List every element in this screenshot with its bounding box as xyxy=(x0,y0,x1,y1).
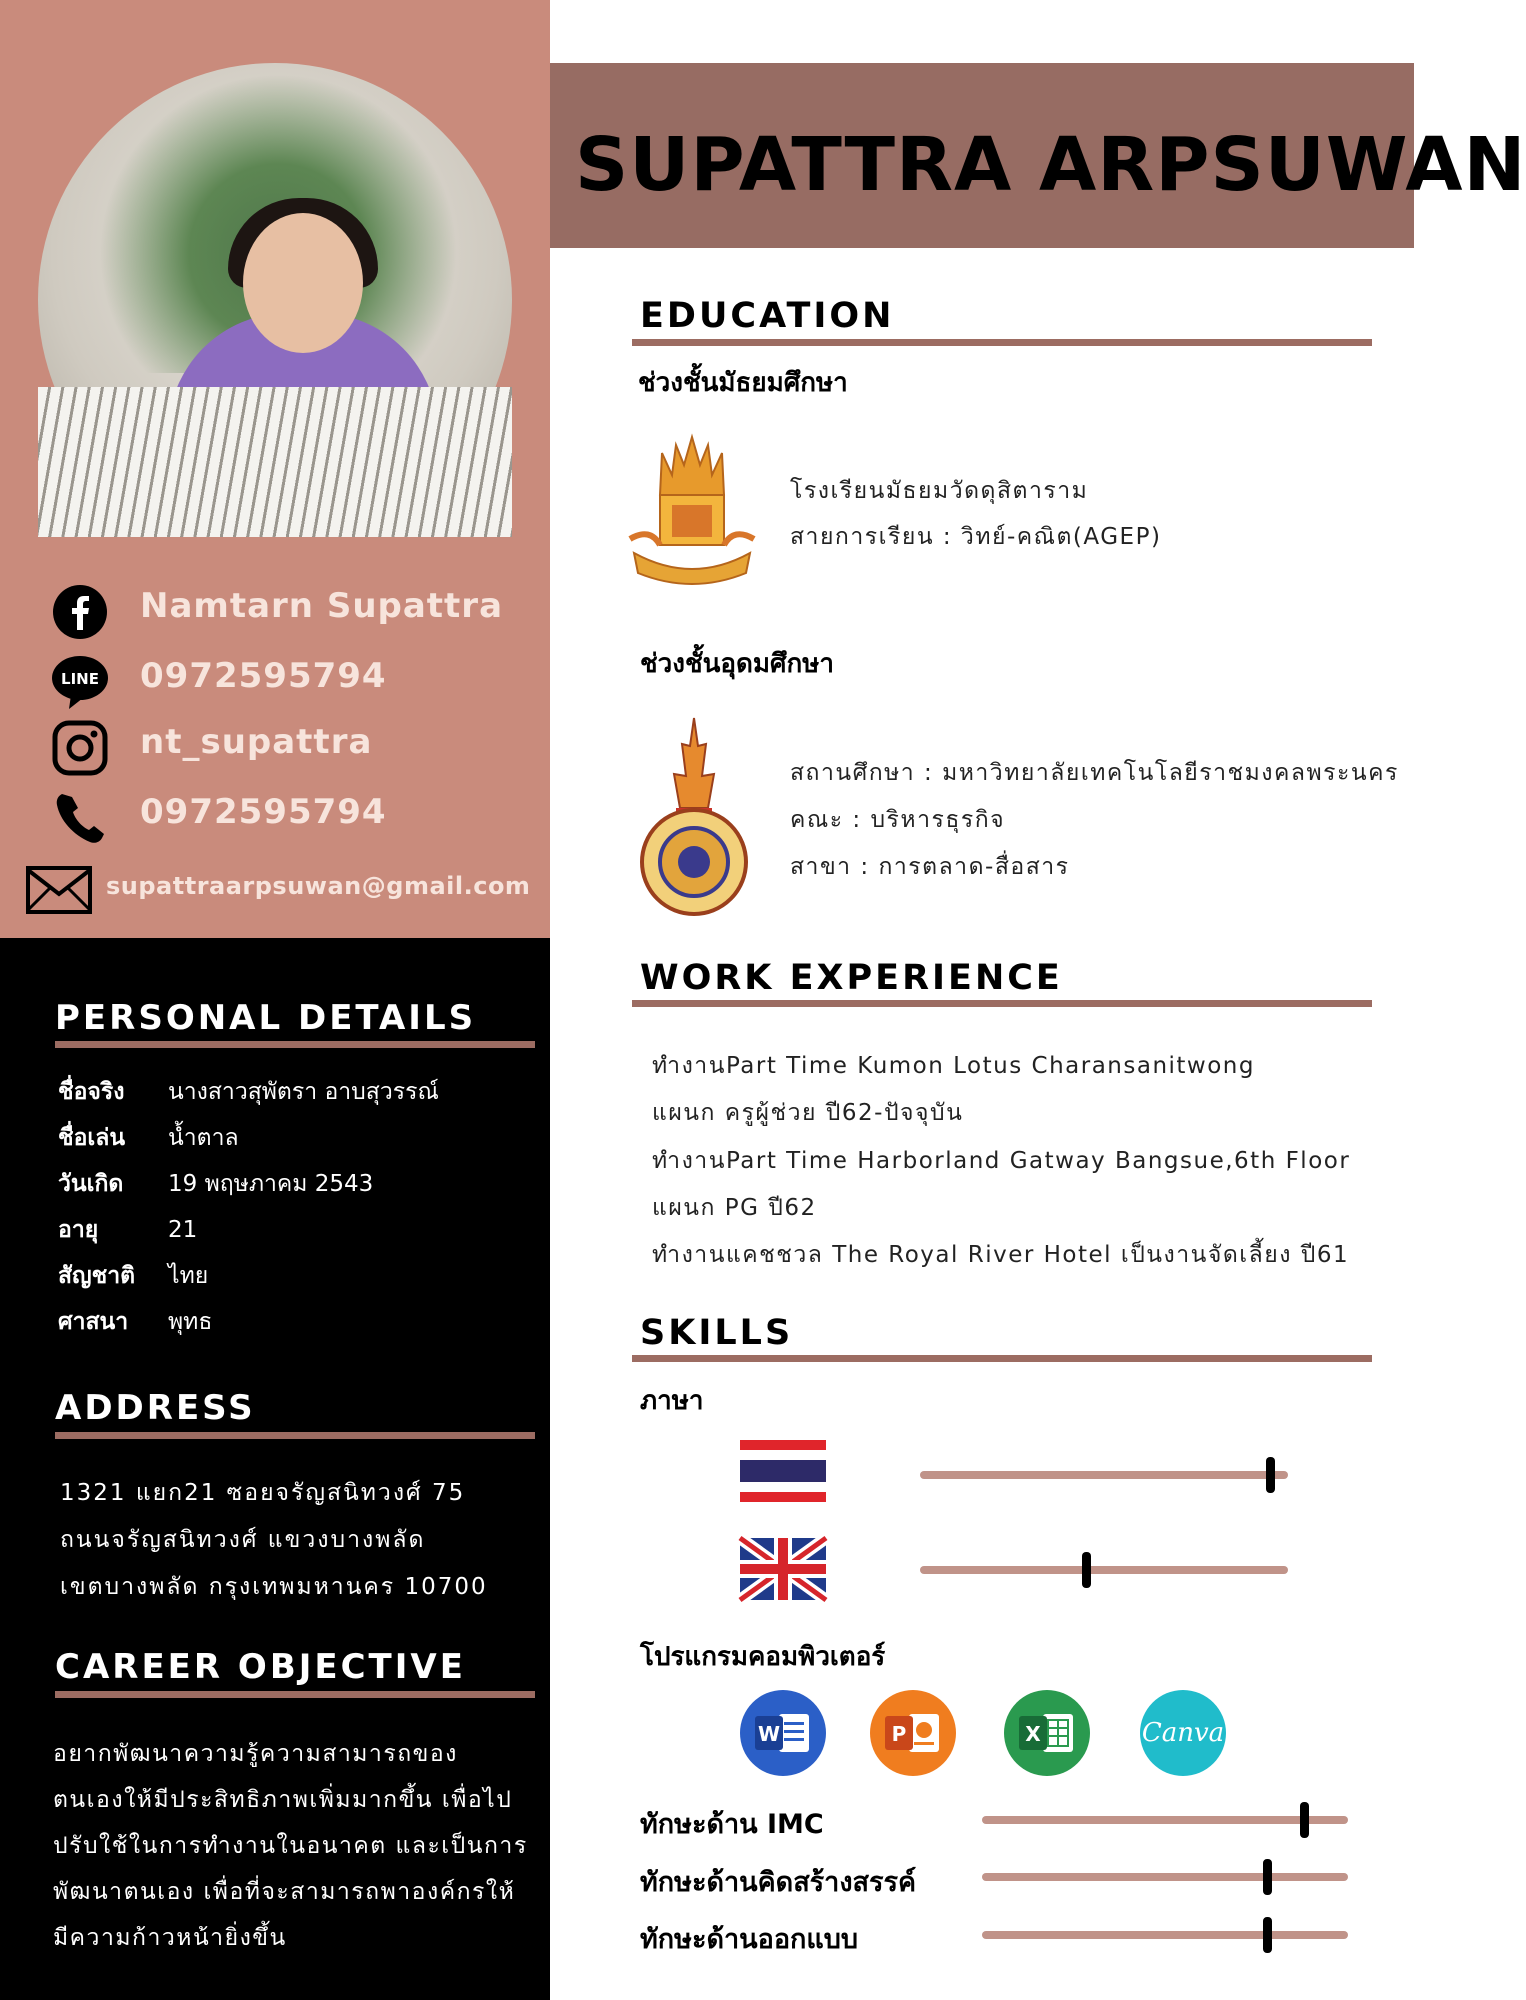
phone-number: 0972595794 xyxy=(140,792,387,832)
work-line: แผนก PG ปี62 xyxy=(652,1195,817,1221)
personal-value: 19 พฤษภาคม 2543 xyxy=(168,1171,374,1197)
email-address: supattraarpsuwan@gmail.com xyxy=(106,872,531,900)
major: สาขา : การตลาด-สื่อสาร xyxy=(790,854,1070,880)
contact-facebook xyxy=(0,578,550,638)
instagram-handle: nt_supattra xyxy=(140,722,373,762)
powerpoint-icon xyxy=(870,1690,956,1776)
language-level-marker xyxy=(1082,1552,1091,1588)
language-bar-track xyxy=(920,1566,1288,1574)
personal-row xyxy=(58,1120,239,1156)
work-experience-heading: WORK EXPERIENCE xyxy=(640,958,1063,998)
address-rule xyxy=(55,1432,535,1439)
svg-text:LINE: LINE xyxy=(61,670,99,688)
full-name: SUPATTRA ARPSUWAN xyxy=(575,122,1526,208)
skill-level-marker xyxy=(1263,1859,1272,1895)
address-line: เขตบางพลัด กรุงเทพมหานคร 10700 xyxy=(60,1574,488,1600)
profile-photo xyxy=(38,63,512,537)
contact-email xyxy=(0,856,550,916)
career-objective-heading: CAREER OBJECTIVE xyxy=(55,1647,466,1687)
personal-value: พุทธ xyxy=(168,1309,213,1335)
personal-value: ไทย xyxy=(168,1263,209,1289)
skill-label: ทักษะด้าน IMC xyxy=(640,1809,824,1840)
faculty: คณะ : บริหารธุรกิจ xyxy=(790,807,1006,833)
address-line: ถนนจรัญสนิทวงศ์ แขวงบางพลัด xyxy=(60,1527,426,1553)
personal-details-rule xyxy=(55,1041,535,1048)
objective-line: มีความก้าวหน้ายิ่งขึ้น xyxy=(53,1925,287,1951)
line-id: 0972595794 xyxy=(140,656,387,696)
education-heading: EDUCATION xyxy=(640,296,895,336)
contact-phone xyxy=(0,784,550,844)
address-line: 1321 แยก21 ซอยจรัญสนิทวงศ์ 75 xyxy=(60,1480,466,1506)
facebook-name: Namtarn Supattra xyxy=(140,586,504,626)
work-line: ทำงานPart Time Harborland Gatway Bangsue,6th Floor xyxy=(652,1148,1351,1174)
personal-key: ศาสนา xyxy=(58,1309,129,1335)
personal-key: ชื่อเล่น xyxy=(58,1125,126,1151)
secondary-school-emblem xyxy=(630,435,754,599)
education-rule xyxy=(632,339,1372,346)
svg-text:P: P xyxy=(891,1722,907,1746)
skill-label: ทักษะด้านออกแบบ xyxy=(640,1924,859,1955)
work-line: แผนก ครูผู้ช่วย ปี62-ปัจจุบัน xyxy=(652,1100,964,1126)
svg-text:X: X xyxy=(1025,1722,1041,1746)
excel-icon xyxy=(1004,1690,1090,1776)
phone-icon xyxy=(52,790,108,846)
programs-title: โปรแกรมคอมพิวเตอร์ xyxy=(640,1642,886,1672)
work-line: ทำงานแคชชวล The Royal River Hotel เป็นงานจัดเลี้ยง ปี61 xyxy=(652,1242,1350,1268)
objective-line: พัฒนาตนเอง เพื่อที่จะสามารถพาองค์กรให้ xyxy=(53,1879,516,1905)
objective-line: อยากพัฒนาความรู้ความสามารถของ xyxy=(53,1741,458,1767)
personal-value: น้ำตาล xyxy=(168,1125,239,1151)
career-objective-rule xyxy=(55,1691,535,1698)
personal-value: นางสาวสุพัตรา อาบสุวรรณ์ xyxy=(168,1079,439,1105)
skill-level-marker xyxy=(1300,1802,1309,1838)
canva-icon: Canva xyxy=(1140,1690,1226,1776)
language-bar-track xyxy=(920,1471,1288,1479)
personal-key: สัญชาติ xyxy=(58,1263,136,1289)
skills-rule xyxy=(632,1355,1372,1362)
higher-education-title: ช่วงชั้นอุดมศึกษา xyxy=(640,649,834,679)
personal-row xyxy=(58,1258,208,1294)
personal-details-heading: PERSONAL DETAILS xyxy=(55,998,477,1038)
skill-bar-track xyxy=(982,1931,1348,1939)
facebook-icon xyxy=(52,584,108,640)
university-emblem xyxy=(636,716,752,920)
mail-icon xyxy=(26,862,92,918)
university-name: สถานศึกษา : มหาวิทยาลัยเทคโนโลยีราชมงคลพระนคร xyxy=(790,760,1399,786)
address-heading: ADDRESS xyxy=(55,1388,256,1428)
objective-line: ปรับใช้ในการทำงานในอนาคต และเป็นการ xyxy=(53,1833,528,1859)
secondary-program: สายการเรียน : วิทย์-คณิต(AGEP) xyxy=(790,524,1162,550)
personal-key: วันเกิด xyxy=(58,1171,124,1197)
objective-line: ตนเองให้มีประสิทธิภาพเพิ่มมากขึ้น เพื่อไป xyxy=(53,1787,513,1813)
language-level-marker xyxy=(1266,1457,1275,1493)
personal-row xyxy=(58,1166,373,1202)
line-icon xyxy=(52,654,108,710)
personal-row xyxy=(58,1074,439,1110)
skill-bar-track xyxy=(982,1816,1348,1824)
contact-line xyxy=(0,648,550,708)
skills-heading: SKILLS xyxy=(640,1313,794,1353)
secondary-education-title: ช่วงชั้นมัธยมศึกษา xyxy=(638,368,848,398)
skill-label: ทักษะด้านคิดสร้างสรรค์ xyxy=(640,1867,917,1898)
skill-level-marker xyxy=(1263,1917,1272,1953)
word-icon xyxy=(740,1690,826,1776)
contact-instagram xyxy=(0,714,550,774)
work-experience-rule xyxy=(632,1000,1372,1007)
uk-flag xyxy=(740,1538,826,1600)
svg-text:W: W xyxy=(757,1722,781,1746)
personal-row xyxy=(58,1304,212,1340)
personal-key: ชื่อจริง xyxy=(58,1079,125,1105)
skill-bar-track xyxy=(982,1873,1348,1881)
personal-key: อายุ xyxy=(58,1217,99,1243)
thailand-flag xyxy=(740,1440,826,1502)
secondary-school-name: โรงเรียนมัธยมวัดดุสิตาราม xyxy=(790,478,1089,504)
personal-value: 21 xyxy=(168,1217,198,1243)
instagram-icon xyxy=(52,720,108,776)
language-title: ภาษา xyxy=(640,1386,704,1416)
work-line: ทำงานPart Time Kumon Lotus Charansanitwong xyxy=(652,1053,1255,1079)
personal-row xyxy=(58,1212,197,1248)
